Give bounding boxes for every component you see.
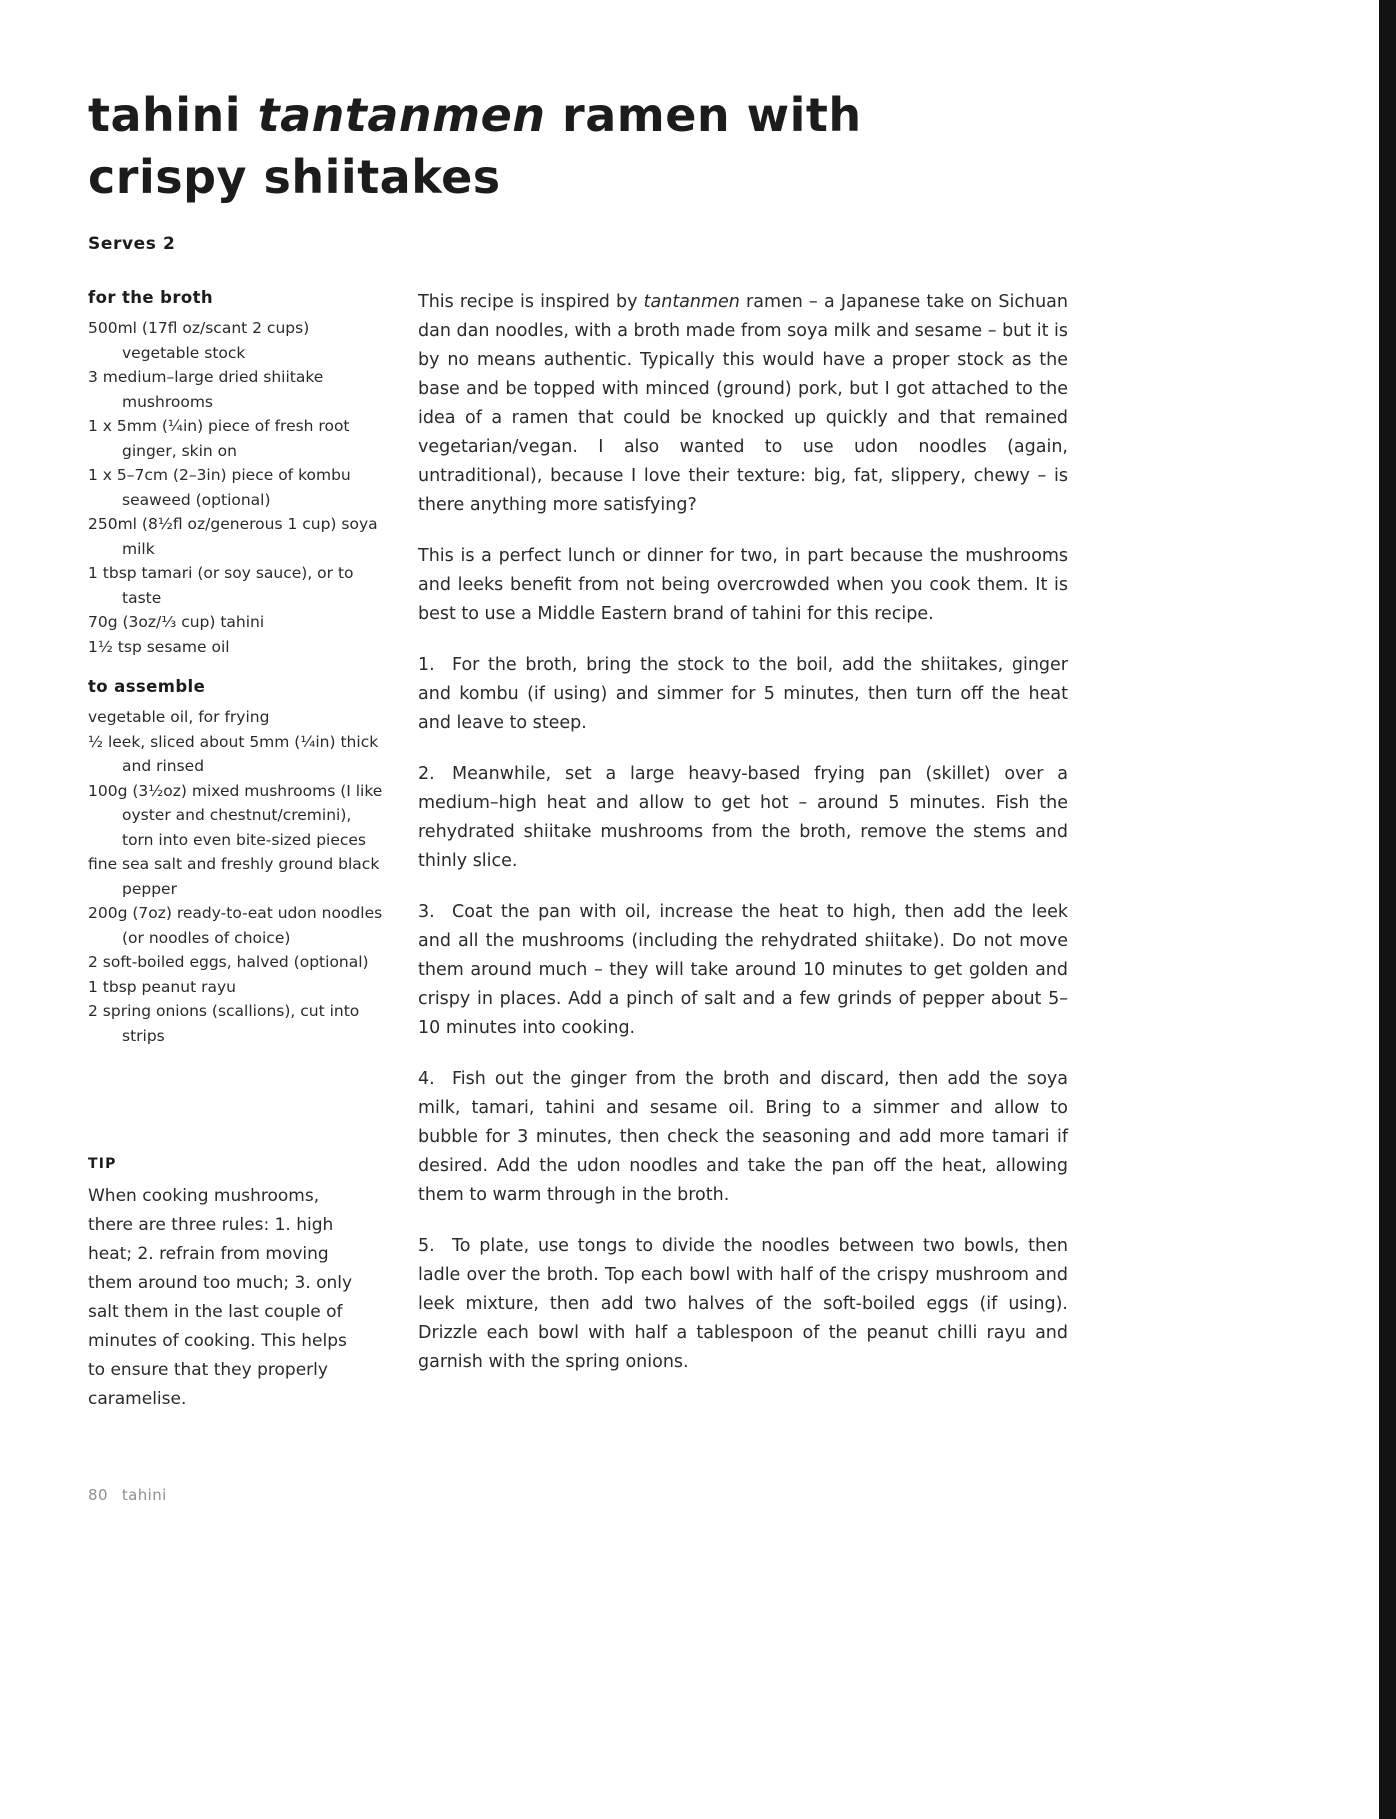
method-step — [418, 1232, 1068, 1377]
title-pre: tahini — [88, 88, 258, 142]
ingredient-item: 100g (3½oz) mixed mushrooms (I like oyster and chestnut/cremini), torn into even bite-sized pieces — [88, 781, 383, 849]
footer-book-title: tahini — [121, 1486, 167, 1504]
ingredient-item: 200g (7oz) ready-to-eat udon noodles (or noodles of choice) — [88, 904, 383, 947]
assemble-section-heading: to assemble — [88, 677, 206, 696]
step-number: 2. — [418, 764, 435, 784]
method-column — [418, 288, 1068, 1399]
serves-label: Serves 2 — [88, 234, 176, 254]
intro-p1-pre: This recipe is inspired by — [418, 292, 644, 312]
ingredient-item: 1 tbsp peanut rayu — [88, 977, 236, 996]
intro-p1-post: ramen – a Japanese take on Sichuan dan dan noodles, with a broth made from soya milk and sesame – but it is by no means authentic. Typically this would have a proper stock as the base and be topped with minced (ground) pork, but I got attached to the idea of a ramen that could be knocked up quickly and that remained vegetarian/vegan. I also wanted to use udon noodles (again, untraditional), because I love their texture: big, fat, slippery, chewy – is there anything more satisfying? — [418, 292, 1068, 515]
step-number: 4. — [418, 1069, 435, 1089]
method-step — [418, 898, 1068, 1043]
ingredient-item: 1 tbsp tamari (or soy sauce), or to taste — [88, 564, 354, 607]
intro-paragraph-1 — [418, 288, 1068, 520]
method-step — [418, 760, 1068, 876]
title-italic: tantanmen — [257, 88, 546, 142]
footer-page-number: 80 — [88, 1486, 108, 1504]
ingredient-item: 1½ tsp sesame oil — [88, 637, 230, 656]
step-text: For the broth, bring the stock to the boil, add the shiitakes, ginger and kombu (if using) and simmer for 5 minutes, then turn off the heat and leave to steep. — [418, 655, 1068, 733]
ingredient-item: ½ leek, sliced about 5mm (¼in) thick and rinsed — [88, 732, 379, 775]
page-footer — [88, 1486, 167, 1504]
tip-text: When cooking mushrooms, there are three rules: 1. high heat; 2. refrain from moving them around too much; 3. only salt them in the last couple of minutes of cooking. This helps to ensure that they properly caramelise. — [88, 1186, 353, 1409]
assemble-ingredient-list — [88, 705, 384, 1048]
step-text: Fish out the ginger from the broth and discard, then add the soya milk, tamari, tahini and sesame oil. Bring to a simmer and allow to bubble for 3 minutes, then check the seasoning and add more tamari if desired. Add the udon noodles and take the pan off the heat, allowing them to warm through in the broth. — [418, 1069, 1068, 1205]
ingredient-item: vegetable oil, for frying — [88, 708, 270, 726]
step-text: Coat the pan with oil, increase the heat to high, then add the leek and all the mushrooms (including the rehydrated shiitake). Do not move them around much – they will take around 10 minutes to get golden and crispy in places. Add a pinch of salt and a few grinds of pepper about 5–10 minutes into cooking. — [418, 902, 1068, 1038]
method-steps — [418, 651, 1068, 1377]
title-line2: crispy shiitakes — [88, 150, 501, 204]
ingredient-item: fine sea salt and freshly ground black pepper — [88, 855, 380, 898]
method-step — [418, 651, 1068, 738]
method-step — [418, 1065, 1068, 1210]
tip-block — [88, 1156, 384, 1414]
ingredient-item: 2 spring onions (scallions), cut into strips — [88, 1002, 360, 1045]
two-column-layout — [88, 288, 1088, 1414]
ingredient-item: 3 medium–large dried shiitake mushrooms — [88, 368, 324, 411]
step-text: Meanwhile, set a large heavy-based frying pan (skillet) over a medium–high heat and allow to get hot – around 5 minutes. Fish the rehydrated shiitake mushrooms from the broth, remove the stems and thinly slice. — [418, 764, 1068, 871]
step-number: 1. — [418, 655, 435, 675]
page-content — [88, 84, 1088, 1414]
step-number: 3. — [418, 902, 435, 922]
ingredient-item: 1 x 5mm (¼in) piece of fresh root ginger, skin on — [88, 417, 350, 460]
broth-section-heading: for the broth — [88, 288, 214, 307]
ingredient-item: 250ml (8½fl oz/generous 1 cup) soya milk — [88, 515, 378, 558]
ingredient-item: 1 x 5–7cm (2–3in) piece of kombu seaweed (optional) — [88, 466, 351, 509]
ingredient-item: 70g (3oz/⅓ cup) tahini — [88, 613, 265, 631]
title-post: ramen with — [545, 88, 862, 142]
intro-paragraph-2: This is a perfect lunch or dinner for two, in part because the mushrooms and leeks benefit from not being overcrowded when you cook them. It is best to use a Middle Eastern brand of tahini for this recipe. — [418, 546, 1068, 624]
intro-p1-italic: tantanmen — [643, 292, 740, 312]
ingredients-column — [88, 288, 384, 1414]
ingredient-item: 500ml (17fl oz/scant 2 cups) vegetable stock — [88, 319, 310, 362]
broth-ingredient-list — [88, 316, 384, 659]
ingredient-item: 2 soft-boiled eggs, halved (optional) — [88, 953, 369, 971]
step-text: To plate, use tongs to divide the noodles between two bowls, then ladle over the broth. Top each bowl with half of the crispy mushroom and leek mixture, then add two halves of the soft-boiled eggs (if using). Drizzle each bowl with half a tablespoon of the peanut chilli rayu and garnish with the spring onions. — [418, 1236, 1068, 1372]
step-number: 5. — [418, 1236, 435, 1256]
page-edge-bar — [1379, 0, 1396, 1819]
tip-heading: TIP — [88, 1156, 117, 1172]
page-title — [88, 84, 1088, 208]
